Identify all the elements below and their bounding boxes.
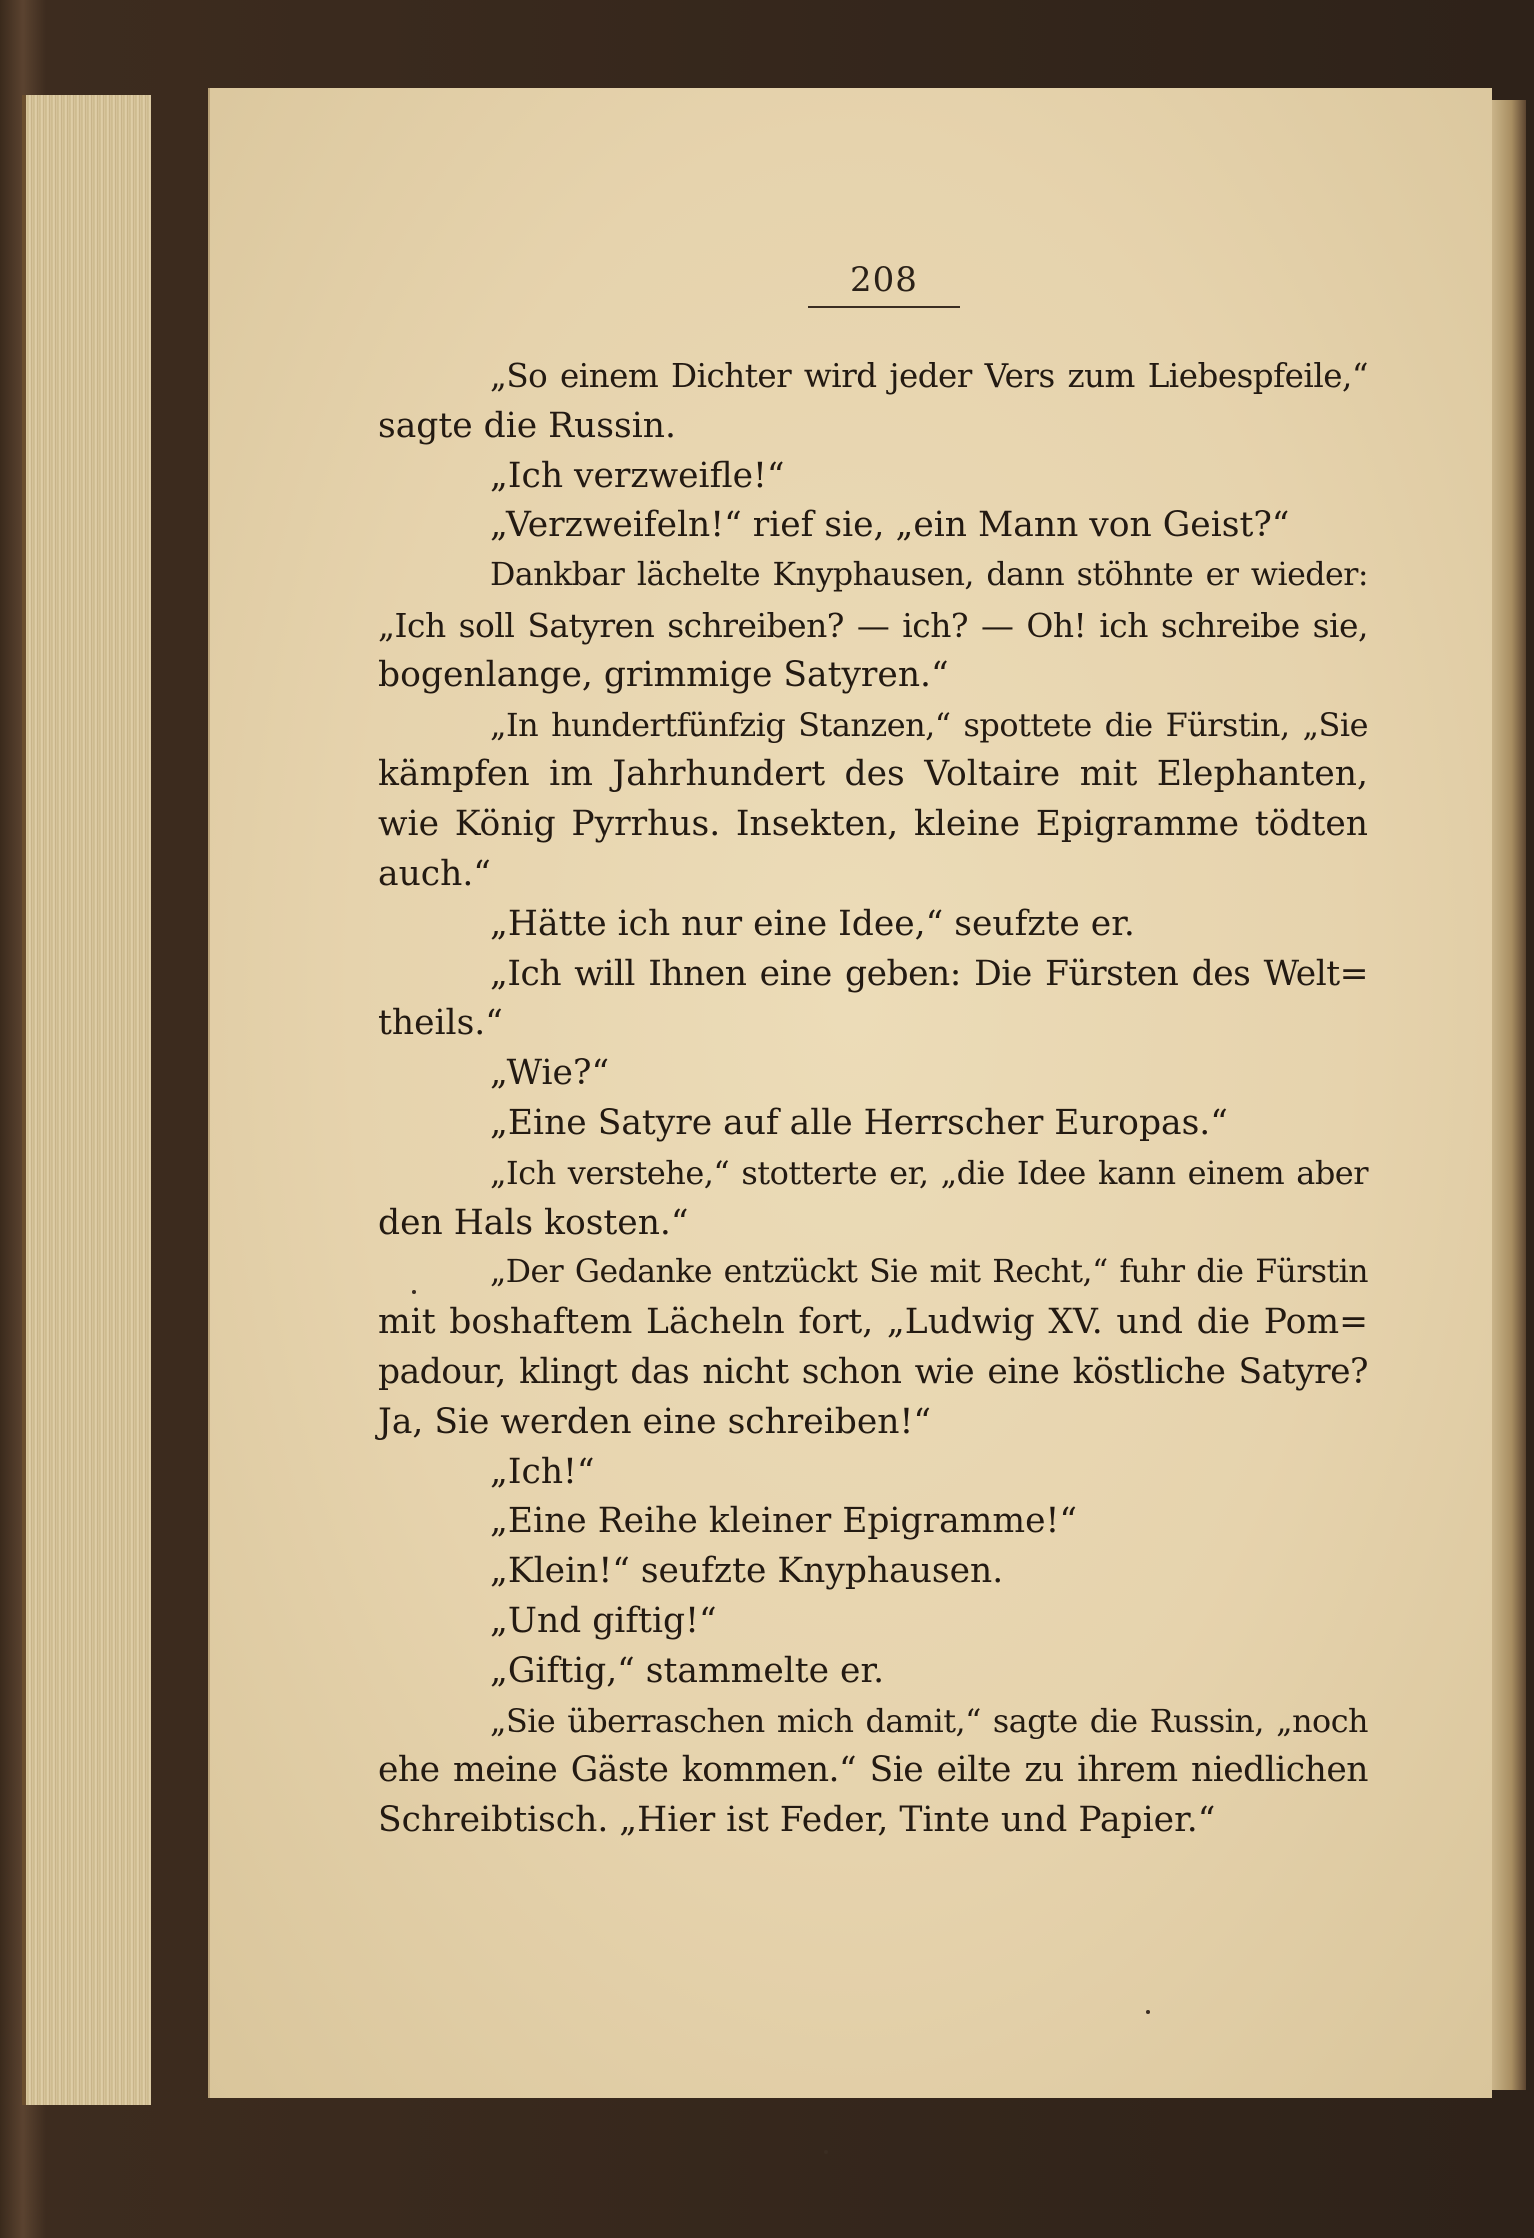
text-line: „Ich will Ihnen eine geben: Die Fürsten des Welt=: [490, 953, 1368, 994]
text-line: „Und giftig!“: [490, 1600, 717, 1641]
header-rule: [808, 306, 960, 308]
page-stack-edges: [22, 95, 151, 2105]
text-line: wie König Pyrrhus. Insekten, kleine Epigramme tödten: [378, 804, 1368, 845]
page-header: [808, 260, 960, 308]
text-line: ehe meine Gäste kommen.“ Sie eilte zu ihrem niedlichen: [378, 1750, 1368, 1791]
text-line: „Ich verstehe,“ stotterte er, „die Idee kann einem aber: [490, 1153, 1368, 1192]
text-line: Schreibtisch. „Hier ist Feder, Tinte und Papier.“: [378, 1800, 1216, 1841]
ink-speck: [412, 1290, 416, 1294]
text-line: „Eine Satyre auf alle Herrscher Europas.“: [490, 1102, 1228, 1143]
body-text: [378, 352, 1368, 1846]
ink-speck: [824, 2150, 828, 2154]
text-line: auch.“: [378, 853, 491, 894]
text-line: „Ich verzweifle!“: [490, 455, 785, 496]
text-line: „Ich!“: [490, 1451, 595, 1492]
text-line: „Hätte ich nur eine Idee,“ seufzte er.: [490, 903, 1135, 944]
text-line: bogenlange, grimmige Satyren.“: [378, 654, 949, 695]
text-line: „Eine Reihe kleiner Epigramme!“: [490, 1501, 1078, 1542]
text-line: Dankbar lächelte Knyphausen, dann stöhnte er wieder:: [490, 557, 1368, 594]
text-line: „Verzweifeln!“ rief sie, „ein Mann von Geist?“: [490, 505, 1290, 546]
text-line: „Ich soll Satyren schreiben? — ich? — Oh! ich schreibe sie,: [378, 605, 1368, 645]
text-line: kämpfen im Jahrhundert des Voltaire mit Elephanten,: [378, 754, 1368, 795]
text-line: sagte die Russin.: [378, 405, 676, 446]
page-number: 208: [850, 260, 918, 300]
text-line: padour, klingt das nicht schon wie eine köstliche Satyre?: [378, 1351, 1368, 1392]
facing-page-edge: [1490, 100, 1526, 2090]
text-line: „Giftig,“ stammelte er.: [490, 1650, 885, 1691]
ink-speck: [1146, 2010, 1150, 2014]
text-line: „In hundertfünfzig Stanzen,“ spottete die Fürstin, „Sie: [490, 705, 1368, 744]
text-line: „Der Gedanke entzückt Sie mit Recht,“ fuhr die Fürstin: [490, 1254, 1368, 1291]
text-line: „Klein!“ seufzte Knyphausen.: [490, 1551, 1004, 1592]
text-line: „Wie?“: [490, 1053, 610, 1094]
text-line: „Sie überraschen mich damit,“ sagte die Russin, „noch: [490, 1702, 1368, 1740]
text-line: theils.“: [378, 1003, 503, 1044]
text-line: den Hals kosten.“: [378, 1202, 689, 1243]
text-line: „So einem Dichter wird jeder Vers zum Liebespfeile,“: [490, 357, 1368, 395]
text-line: Ja, Sie werden eine schreiben!“: [378, 1401, 931, 1442]
text-line: mit boshaftem Lächeln fort, „Ludwig XV. und die Pom=: [378, 1302, 1368, 1343]
